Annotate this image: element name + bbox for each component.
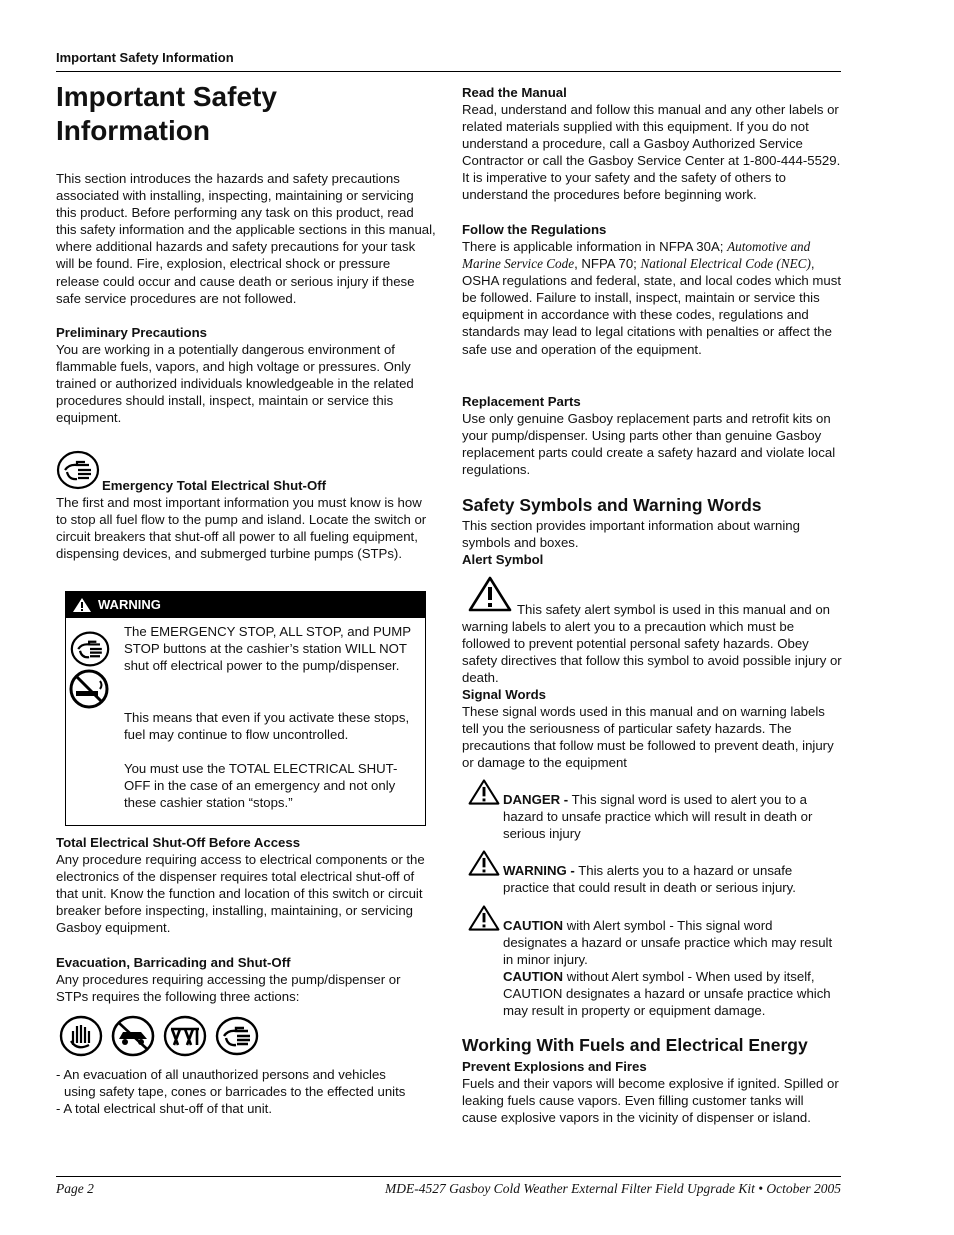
shutoff-access-heading: Total Electrical Shut-Off Before Access	[56, 835, 301, 850]
emergency-body: The first and most important information you must know is how to stop all fuel flow to the pump and island. Locate the switch or circuit breakers that shut-off all power to all fueling equipment, dispensing devices, and submerged turbine pumps (STPs).	[56, 495, 427, 562]
page-number: Page 2	[56, 1181, 94, 1196]
signal-words-body: These signal words used in this manual and on warning labels tell you the seriousness of particular safety hazards. The precautions that follow must be followed to prevent death, injury or damage to the equipment	[462, 704, 834, 771]
signal-words-heading: Signal Words	[462, 687, 547, 702]
bullet-evacuation: - An evacuation of all unauthorized persons and vehicles using safety tape, cones or barricades to the effected units - A total electrical shut-off of that unit.	[56, 1067, 406, 1117]
alert-triangle-icon	[468, 779, 500, 805]
page-title: Important Safety Information	[56, 81, 277, 146]
alert-triangle-icon	[468, 905, 500, 931]
warning-text-1: The EMERGENCY STOP, ALL STOP, and PUMP STOP buttons at the cashier’s station WILL NOT shut off electrical power to the pump/dispenser.	[124, 624, 411, 674]
caution-definition: CAUTION with Alert symbol - This signal word designates a hazard or unsafe practice which may result in minor injury.	[503, 918, 833, 968]
evacuation-heading: Evacuation, Barricading and Shut-Off	[56, 955, 291, 970]
manual-body: Read, understand and follow this manual and any other labels or related materials supplied with this equipment. If you do not understand a procedure, call a Gasboy Authorized Service Contractor or call the Gasboy Service Center at 1-800-444-5529. It is imperative to your safety and the safety of others to understand the procedures before beginning work.	[462, 102, 841, 203]
warning-text-2: This means that even if you activate these stops, fuel may continue to flow uncontrolled.	[124, 710, 410, 743]
running-header: Important Safety Information	[56, 50, 234, 65]
fuels-heading: Working With Fuels and Electrical Energy	[462, 1035, 808, 1055]
preliminary-body: You are working in a potentially dangerous environment of flammable fuels, vapors, and high voltage or pressures. Only trained or authorized individuals knowledgeable in the related procedures should install, inspect, maintain or service this equipment.	[56, 342, 414, 426]
evacuation-body: Any procedures requiring accessing the pump/dispenser or STPs requires the following three actions:	[56, 972, 401, 1005]
explosions-heading: Prevent Explosions and Fires	[462, 1059, 647, 1074]
danger-definition: DANGER - This signal word is used to alert you to a hazard to unsafe practice which will result in death or serious injury	[503, 792, 813, 842]
hand-switch-icon	[215, 1015, 259, 1057]
stop-hand-icon	[59, 1015, 103, 1057]
alert-body: This safety alert symbol is used in this manual and on warning labels to alert you to a precaution which must be followed to prevent potential personal safety hazards. Obey safety directives that follow this symbol to avoid possible injury or death.	[462, 602, 842, 686]
no-smoking-icon	[68, 669, 110, 709]
footer-rule	[56, 1176, 841, 1177]
warning-box	[65, 591, 426, 826]
warning-bar	[66, 592, 425, 618]
symbols-heading: Safety Symbols and Warning Words	[462, 495, 762, 515]
intro-paragraph: This section introduces the hazards and safety precautions associated with installing, inspecting, maintaining or servicing this product. Before performing any task on this product, read this safety information and the applicable sections in this manual, where additional hazards and safety precautions for your task will be found. Fire, explosion, electrical shock or pressure release could occur and cause death or serious injury if these safe service procedures are not followed.	[56, 171, 436, 306]
action-icons-row	[59, 1015, 259, 1057]
shutoff-access-body: Any procedure requiring access to electrical components or the electronics of the dispenser requires total electrical shut-off of that unit. Know the function and location of this switch or circuit breaker before inspecting, installing, maintaining, or servicing Gasboy equipment.	[56, 852, 425, 936]
preliminary-heading: Preliminary Precautions	[56, 325, 207, 340]
hand-switch-icon	[70, 630, 110, 668]
no-vehicle-icon	[111, 1015, 155, 1057]
parts-body: Use only genuine Gasboy replacement parts and retrofit kits on your pump/dispenser. Using parts other than genuine Gasboy replacement parts could create a safety hazard and violate local regulations.	[462, 411, 836, 478]
warning-label: WARNING	[98, 597, 161, 612]
symbols-body: This section provides important information about warning symbols and boxes.	[462, 518, 800, 551]
document-id: MDE-4527 Gasboy Cold Weather External Filter Field Upgrade Kit • October 2005	[384, 1181, 841, 1196]
barricade-icon	[163, 1015, 207, 1057]
alert-symbol-heading: Alert Symbol	[462, 552, 544, 567]
emergency-heading: Emergency Total Electrical Shut-Off	[102, 478, 326, 493]
parts-heading: Replacement Parts	[462, 394, 581, 409]
warning-definition: WARNING - This alerts you to a hazard or unsafe practice that could result in death or serious injury.	[503, 863, 796, 896]
alert-triangle-icon	[72, 597, 92, 613]
regulations-body: There is applicable information in NFPA 30A; Automotive and Marine Service Code, NFPA 70; National Electrical Code (NEC), OSHA regulations and federal, state, and local codes which must be followed. Failure to install, inspect, maintain or service this equipment in accordance with these codes, regulations and standards may lead to legal citations with penalties or affect the safe use and operation of the equipment.	[462, 239, 841, 357]
caution-no-symbol-definition: CAUTION without Alert symbol - When used by itself, CAUTION designates a hazard or unsafe practice which may result in property or equipment damage.	[503, 969, 831, 1019]
header-rule	[56, 71, 841, 72]
explosions-body: Fuels and their vapors will become explosive if ignited. Spilled or leaking fuels cause vapors. Even filling customer tanks will cause explosive vapors in the vicinity of dispenser or island.	[462, 1076, 839, 1126]
regulations-heading: Follow the Regulations	[462, 222, 607, 237]
manual-heading: Read the Manual	[462, 85, 567, 100]
hand-switch-icon	[56, 450, 100, 490]
warning-text-3: You must use the TOTAL ELECTRICAL SHUT-OFF in the case of an emergency and not only these cashier station “stops.”	[124, 761, 398, 811]
alert-triangle-icon	[468, 850, 500, 876]
